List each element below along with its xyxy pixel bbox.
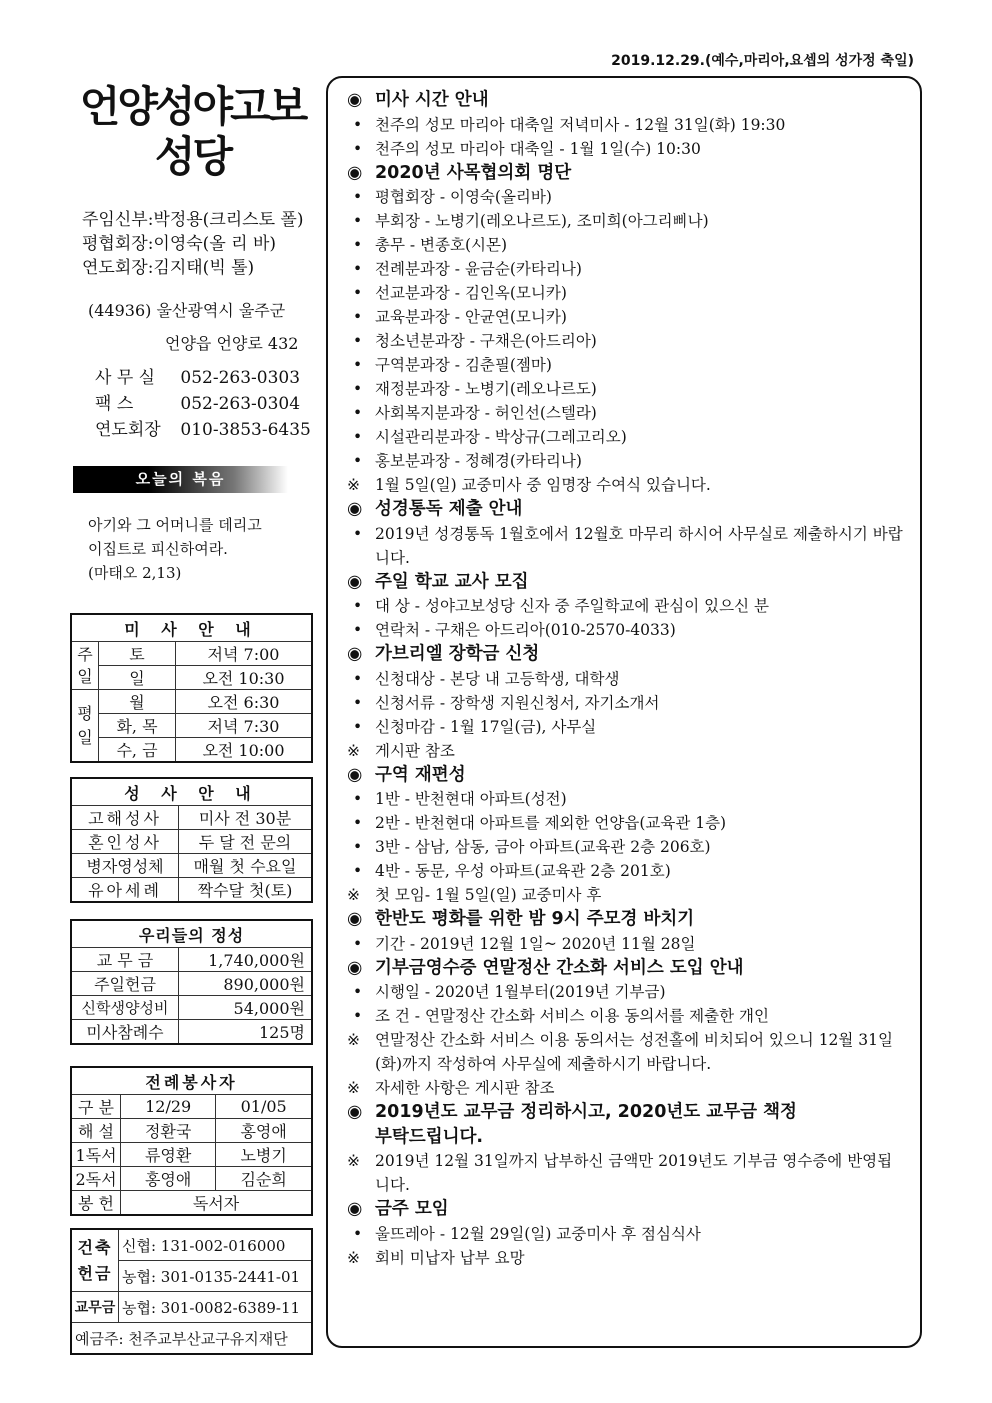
item-text: 사회복지분과장 - 허인선(스텔라) xyxy=(375,404,597,422)
server-name: 김순희 xyxy=(216,1167,312,1191)
section-marker-icon: ◉ xyxy=(347,162,363,183)
table-row xyxy=(71,806,312,830)
mass-time: 오전 6:30 xyxy=(176,690,313,714)
section-marker-icon: ◉ xyxy=(347,1102,363,1122)
mass-day: 일 xyxy=(99,666,176,690)
section-title-continued: 부탁드립니다. xyxy=(375,1126,484,1147)
note-item xyxy=(347,473,907,497)
table-row xyxy=(71,714,312,738)
bullet-item xyxy=(347,859,907,883)
table-row xyxy=(71,1229,312,1261)
table-row xyxy=(71,878,312,903)
table-title: 성 사 안 내 xyxy=(71,778,312,806)
item-text: 자세한 사항은 게시판 참조 xyxy=(375,1079,555,1097)
bullet-item xyxy=(347,691,907,715)
table-row xyxy=(71,1095,312,1119)
mass-time: 오전 10:30 xyxy=(176,666,313,690)
server-name: 노병기 xyxy=(216,1143,312,1167)
sacrament-value: 짝수달 첫(토) xyxy=(179,878,313,903)
table-title: 미 사 안 내 xyxy=(71,614,312,642)
pastor-line: 주임신부:박정용(크리스토 폴) xyxy=(82,210,304,230)
item-text: 조 건 - 연말정산 간소화 서비스 이용 동의서를 제출한 개인 xyxy=(375,1007,769,1025)
section-marker-icon: ◉ xyxy=(347,909,363,929)
sacrament-value: 두 달 전 문의 xyxy=(179,830,313,854)
bullet-item xyxy=(347,980,907,1004)
item-text: 전례분과장 - 윤금순(카타리나) xyxy=(375,260,582,278)
bank-account-table xyxy=(70,1228,313,1355)
bullet-item xyxy=(347,353,907,377)
sacrament-value: 매월 첫 수요일 xyxy=(179,854,313,878)
bullet-icon: • xyxy=(353,621,363,639)
item-text: 신청서류 - 장학생 지원신청서, 자기소개서 xyxy=(375,693,660,712)
server-role: 구 분 xyxy=(71,1095,121,1119)
item-text: 기간 - 2019년 12월 1일~ 2020년 11월 28일 xyxy=(375,934,696,953)
parish-title xyxy=(70,82,315,182)
item-text: 게시판 참조 xyxy=(375,741,455,760)
bullet-item xyxy=(347,377,907,401)
bullet-icon: • xyxy=(353,790,363,808)
mass-time: 오전 10:00 xyxy=(176,738,313,763)
section-title: 가브리엘 장학금 신청 xyxy=(375,644,540,664)
item-text: 신청마감 - 1월 17일(금), 사무실 xyxy=(375,717,597,736)
bullet-icon: • xyxy=(353,862,363,880)
bullet-icon: • xyxy=(353,452,363,470)
bullet-icon: • xyxy=(353,428,363,446)
item-text: 청소년분과장 - 구채은(아드리아) xyxy=(375,332,597,350)
section-heading xyxy=(347,497,907,522)
mass-schedule-table xyxy=(70,613,313,763)
phone-list xyxy=(95,365,311,443)
phone-number: 052-263-0304 xyxy=(180,394,301,414)
bullet-item xyxy=(347,329,907,353)
bullet-icon: • xyxy=(353,356,363,374)
offering-name: 미사참례수 xyxy=(71,1020,179,1045)
bullet-item xyxy=(347,594,907,618)
table-row xyxy=(71,1020,312,1045)
bullet-item xyxy=(347,185,907,209)
bullet-item xyxy=(347,932,907,956)
depositor: 예금주: 천주교부산교구유지재단 xyxy=(71,1323,312,1355)
note-mark-icon: ※ xyxy=(347,476,360,494)
bullet-item xyxy=(347,715,907,739)
item-text: 재정분과장 - 노병기(레오나르도) xyxy=(375,380,597,398)
server-name: 류영환 xyxy=(121,1143,216,1167)
table-row xyxy=(71,1119,312,1143)
bullet-icon: • xyxy=(353,524,363,543)
bullet-item xyxy=(347,401,907,425)
bullet-item xyxy=(347,522,907,570)
bullet-item xyxy=(347,209,907,233)
item-text: 대 상 - 성야고보성당 신자 중 주일학교에 관심이 있으신 분 xyxy=(375,597,769,615)
bullet-icon: • xyxy=(353,983,363,1001)
note-item xyxy=(347,1149,907,1197)
item-text: 1월 5일(일) 교중미사 중 임명장 수여식 있습니다. xyxy=(375,476,711,494)
section-marker-icon: ◉ xyxy=(347,957,363,978)
item-text: 2019년 성경통독 1월호에서 12월호 마무리 하시어 사무실로 제출하시기 바랍니다. xyxy=(375,524,903,567)
phone-label: 팩 스 xyxy=(95,394,134,414)
title-line-1: 언양성야고보 xyxy=(79,82,306,131)
bullet-icon: • xyxy=(353,717,363,736)
bullet-icon: • xyxy=(353,404,363,422)
sunday-label: 주일 xyxy=(71,642,99,690)
table-row xyxy=(71,690,312,714)
bullet-icon: • xyxy=(353,212,363,230)
item-text: 1반 - 반천현대 아파트(성전) xyxy=(375,790,567,808)
table-row xyxy=(71,972,312,996)
item-text: 2019년 12월 31일까지 납부하신 금액만 2019년도 기부금 영수증에 반영됩니다. xyxy=(375,1152,893,1194)
weekday-label: 평일 xyxy=(71,690,99,763)
section-heading xyxy=(347,570,907,595)
bank-account: 농협: 301-0082-6389-11 xyxy=(119,1292,313,1323)
item-text: 교육분과장 - 안균연(모니카) xyxy=(375,308,567,326)
mass-day: 월 xyxy=(99,690,176,714)
item-text: 3반 - 삼남, 삼동, 금아 아파트(교육관 2층 206호) xyxy=(375,838,711,856)
server-role: 1독서 xyxy=(71,1143,121,1167)
sacrament-name: 병자영성체 xyxy=(71,854,179,878)
address-line-1: (44936) 울산광역시 울주군 xyxy=(88,301,286,320)
offering-name: 신학생양성비 xyxy=(71,996,179,1020)
section-marker-icon: ◉ xyxy=(347,644,363,664)
council-president-line: 평협회장:이영숙(올 리 바) xyxy=(82,234,277,254)
sacrament-table xyxy=(70,777,313,903)
table-row xyxy=(71,854,312,878)
gospel-line: 이집트로 피신하여라. xyxy=(88,540,228,558)
mass-time: 저녁 7:30 xyxy=(176,714,313,738)
bullet-icon: • xyxy=(353,1224,363,1243)
section-marker-icon: ◉ xyxy=(347,1199,363,1219)
bullet-item xyxy=(347,113,907,137)
section-title: 구역 재편성 xyxy=(375,764,466,785)
note-mark-icon: ※ xyxy=(347,886,360,904)
phone-label: 사 무 실 xyxy=(95,368,156,388)
server-name: 독서자 xyxy=(121,1191,313,1216)
gospel-line: 아기와 그 어머니를 데리고 xyxy=(88,516,262,534)
item-text: 부회장 - 노병기(레오나르도), 조미희(아그리삐나) xyxy=(375,212,709,230)
offering-value: 125명 xyxy=(179,1020,313,1045)
section-marker-icon: ◉ xyxy=(347,571,363,592)
note-mark-icon: ※ xyxy=(347,1079,360,1097)
table-row xyxy=(71,1167,312,1191)
note-mark-icon: ※ xyxy=(347,741,360,760)
section-title: 2020년 사목협의회 명단 xyxy=(375,162,572,183)
bullet-icon: • xyxy=(353,1007,363,1025)
bullet-icon: • xyxy=(353,597,363,615)
server-name: 정환국 xyxy=(121,1119,216,1143)
item-text: 4반 - 동문, 우성 아파트(교육관 2층 201호) xyxy=(375,862,671,880)
table-row xyxy=(71,948,312,972)
section-heading xyxy=(347,1100,907,1125)
phone-office xyxy=(95,365,311,391)
table-row xyxy=(71,830,312,854)
bullet-item xyxy=(347,425,907,449)
bullet-icon: • xyxy=(353,188,363,206)
title-line-2: 성당 xyxy=(154,132,231,181)
table-title: 전례봉사자 xyxy=(71,1067,312,1095)
bullet-icon: • xyxy=(353,669,363,688)
section-heading xyxy=(347,88,907,113)
item-text: 홍보분과장 - 정혜경(카타리나) xyxy=(375,452,582,470)
prayer-president-line: 연도회장:김지태(빅 톨) xyxy=(82,258,255,278)
bullet-item xyxy=(347,233,907,257)
note-mark-icon: ※ xyxy=(347,1248,360,1267)
bullet-item xyxy=(347,137,907,161)
item-text: 천주의 성모 마리아 대축일 저녁미사 - 12월 31일(화) 19:30 xyxy=(375,115,786,134)
item-text: 2반 - 반천현대 아파트를 제외한 언양읍(교육관 1층) xyxy=(375,814,727,832)
table-row xyxy=(71,1323,312,1355)
offering-value: 54,000원 xyxy=(179,996,313,1020)
table-row xyxy=(71,666,312,690)
bullet-icon: • xyxy=(353,236,363,254)
phone-prayer-president xyxy=(95,417,311,443)
server-date: 01/05 xyxy=(216,1095,312,1119)
section-title: 금주 모임 xyxy=(375,1199,449,1219)
section-marker-icon: ◉ xyxy=(347,499,363,519)
item-text: 연말정산 간소화 서비스 이용 동의서는 성전홀에 비치되어 있으니 12월 31일(화)까지 작성하여 사무실에 제출하시기 바랍니다. xyxy=(375,1031,894,1073)
bullet-item xyxy=(347,305,907,329)
bullet-icon: • xyxy=(353,115,363,134)
bullet-icon: • xyxy=(353,693,363,712)
gospel-heading: 오늘의 복음 xyxy=(73,466,288,493)
bullet-icon: • xyxy=(353,260,363,278)
server-role: 봉 헌 xyxy=(71,1191,121,1216)
table-row xyxy=(71,1292,312,1323)
notice-content xyxy=(347,88,907,1270)
phone-number: 010-3853-6435 xyxy=(180,420,311,440)
item-text: 울뜨레아 - 12월 29일(일) 교중미사 후 점심식사 xyxy=(375,1224,701,1243)
building-fund-label: 건축헌금 xyxy=(71,1229,119,1292)
section-heading xyxy=(347,763,907,788)
section-title: 주일 학교 교사 모집 xyxy=(375,571,529,592)
table-row xyxy=(71,642,312,666)
bullet-item xyxy=(347,618,907,642)
item-text: 시행일 - 2020년 1월부터(2019년 기부금) xyxy=(375,983,666,1001)
item-text: 회비 미납자 납부 요망 xyxy=(375,1248,525,1267)
note-item xyxy=(347,1076,907,1100)
address-line-2: 언양읍 언양로 432 xyxy=(165,334,299,353)
bullet-icon: • xyxy=(353,284,363,302)
note-item xyxy=(347,1246,907,1270)
item-text: 평협회장 - 이영숙(올리바) xyxy=(375,188,552,206)
table-row xyxy=(71,996,312,1020)
section-heading xyxy=(347,161,907,186)
bullet-item xyxy=(347,281,907,305)
bullet-icon: • xyxy=(353,332,363,350)
server-role: 2독서 xyxy=(71,1167,121,1191)
section-title: 미사 시간 안내 xyxy=(375,90,489,110)
server-date: 12/29 xyxy=(121,1095,216,1119)
bullet-item xyxy=(347,835,907,859)
section-title: 기부금영수증 연말정산 간소화 서비스 도입 안내 xyxy=(375,957,744,978)
bullet-icon: • xyxy=(353,380,363,398)
section-heading xyxy=(347,956,907,981)
mass-day: 토 xyxy=(99,642,176,666)
phone-number: 052-263-0303 xyxy=(180,368,301,388)
item-text: 총무 - 변종호(시몬) xyxy=(375,236,507,254)
gyomugeum-label: 교무금 xyxy=(71,1292,119,1323)
item-text: 구역분과장 - 김춘필(젬마) xyxy=(375,356,552,374)
table-row xyxy=(71,1191,312,1216)
item-text: 시설관리분과장 - 박상규(그레고리오) xyxy=(375,428,627,446)
bullet-item xyxy=(347,449,907,473)
item-text: 신청대상 - 본당 내 고등학생, 대학생 xyxy=(375,669,620,688)
note-mark-icon: ※ xyxy=(347,1152,360,1170)
note-mark-icon: ※ xyxy=(347,1031,360,1049)
offering-table xyxy=(70,919,313,1045)
server-role: 해 설 xyxy=(71,1119,121,1143)
bullet-icon: • xyxy=(353,308,363,326)
liturgy-servers-table xyxy=(70,1066,313,1216)
server-name: 홍영애 xyxy=(121,1167,216,1191)
parish-info xyxy=(82,208,303,280)
section-title: 성경통독 제출 안내 xyxy=(375,499,523,519)
section-marker-icon: ◉ xyxy=(347,90,363,110)
offering-value: 890,000원 xyxy=(179,972,313,996)
bank-account: 신협: 131-002-016000 xyxy=(119,1229,313,1261)
gospel-text xyxy=(88,513,262,585)
sacrament-name: 혼인성사 xyxy=(71,830,179,854)
note-item xyxy=(347,883,907,907)
section-title: 2019년도 교무금 정리하시고, 2020년도 교무금 책정 xyxy=(375,1102,797,1122)
sacrament-value: 미사 전 30분 xyxy=(179,806,313,830)
mass-time: 저녁 7:00 xyxy=(176,642,313,666)
offering-value: 1,740,000원 xyxy=(179,948,313,972)
note-item xyxy=(347,1028,907,1076)
bullet-item xyxy=(347,811,907,835)
section-marker-icon: ◉ xyxy=(347,764,363,785)
bullet-icon: • xyxy=(353,814,363,832)
section-heading xyxy=(347,1197,907,1222)
bank-account: 농협: 301-0135-2441-01 xyxy=(119,1261,313,1292)
date-line: 2019.12.29.(예수,마리아,요셉의 성가정 축일) xyxy=(611,53,914,69)
bullet-icon: • xyxy=(353,934,363,953)
item-text: 연락처 - 구채은 아드리아(010-2570-4033) xyxy=(375,621,676,639)
table-row xyxy=(71,738,312,763)
bullet-item xyxy=(347,787,907,811)
sacrament-name: 유아세례 xyxy=(71,878,179,903)
phone-fax xyxy=(95,391,311,417)
offering-name: 교 무 금 xyxy=(71,948,179,972)
mass-day: 화, 목 xyxy=(99,714,176,738)
bullet-icon: • xyxy=(353,139,363,158)
bullet-item xyxy=(347,1222,907,1246)
section-title: 한반도 평화를 위한 밤 9시 주모경 바치기 xyxy=(375,909,695,929)
section-heading xyxy=(347,642,907,667)
gospel-line: (마태오 2,13) xyxy=(88,564,182,582)
item-text: 첫 모임- 1월 5일(일) 교중미사 후 xyxy=(375,886,602,904)
offering-name: 주일헌금 xyxy=(71,972,179,996)
bullet-item xyxy=(347,257,907,281)
section-heading xyxy=(347,907,907,932)
table-row xyxy=(71,1143,312,1167)
mass-day: 수, 금 xyxy=(99,738,176,763)
note-item xyxy=(347,739,907,763)
phone-label: 연도회장 xyxy=(95,420,161,440)
item-text: 선교분과장 - 김인옥(모니카) xyxy=(375,284,567,302)
server-name: 홍영애 xyxy=(216,1119,312,1143)
table-title: 우리들의 정성 xyxy=(71,920,312,948)
bullet-icon: • xyxy=(353,838,363,856)
bullet-item xyxy=(347,667,907,691)
sacrament-name: 고해성사 xyxy=(71,806,179,830)
item-text: 천주의 성모 마리아 대축일 - 1월 1일(수) 10:30 xyxy=(375,139,701,158)
bullet-item xyxy=(347,1004,907,1028)
